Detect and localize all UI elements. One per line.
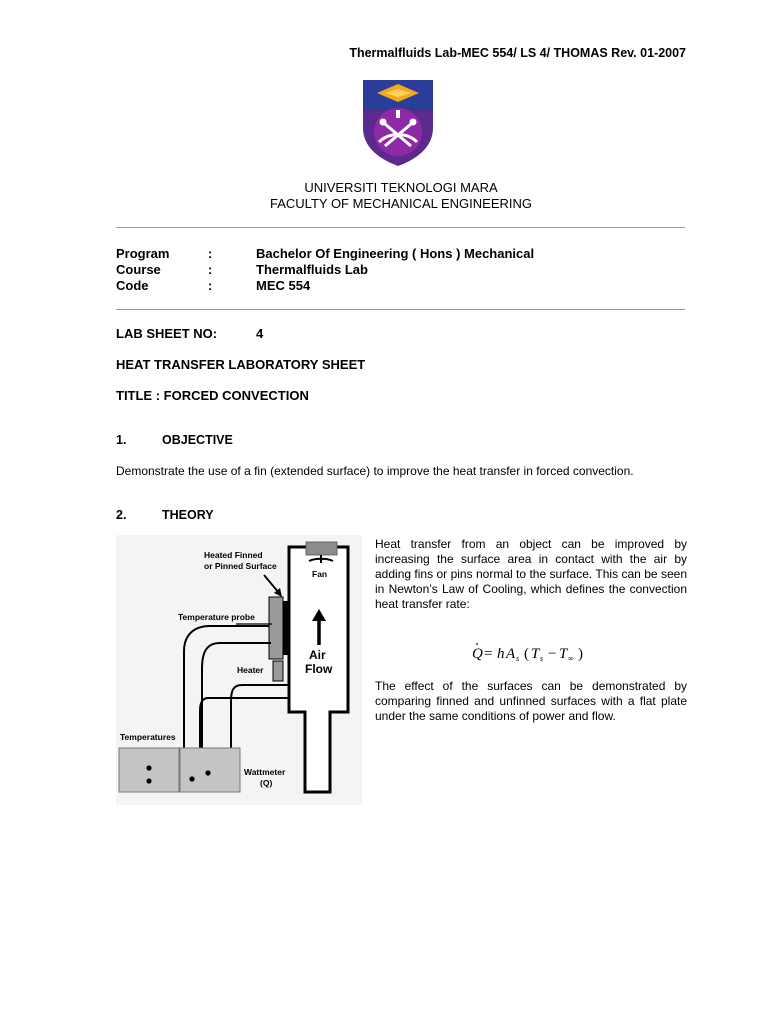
program-label: Program [116, 246, 170, 261]
theory-paragraph-2: The effect of the surfaces can be demonstrated by comparing finned and unfinned surfaces with a flat plate under the same conditions of power and flow. [375, 679, 687, 723]
fins [283, 601, 290, 655]
label-temperature-probe: Temperature probe [178, 612, 255, 622]
faculty-name: FACULTY OF MECHANICAL ENGINEERING [270, 196, 532, 211]
label-flow: Flow [305, 662, 333, 676]
course-label: Course [116, 262, 161, 277]
heater [273, 661, 283, 681]
label-temperatures: Temperatures [120, 732, 176, 742]
fan-motor [306, 542, 337, 555]
objective-text: Demonstrate the use of a fin (extended surface) to improve the heat transfer in forced convection. [116, 464, 634, 478]
label-heater: Heater [237, 665, 264, 675]
eq-equals: = [484, 646, 493, 662]
objective-number: 1. [116, 433, 127, 447]
eq-minus: − [548, 646, 557, 662]
course-value: Thermalfluids Lab [256, 262, 368, 277]
university-name: UNIVERSITI TEKNOLOGI MARA [304, 180, 498, 195]
code-label: Code [116, 278, 149, 293]
eq-t2: T [559, 646, 568, 662]
label-air: Air [309, 648, 326, 662]
objective-heading: OBJECTIVE [162, 433, 233, 447]
wattmeter-box [180, 748, 240, 792]
divider [116, 227, 685, 228]
eq-open: ( [524, 646, 529, 662]
university-logo [363, 80, 433, 166]
document-title: TITLE : FORCED CONVECTION [116, 388, 309, 403]
eq-a: A [506, 646, 516, 662]
label-heated-finned: Heated Finned [204, 550, 263, 560]
course-colon: : [208, 262, 213, 277]
label-fan: Fan [312, 569, 328, 579]
eq-t1-sub: s [540, 654, 544, 663]
divider [116, 309, 685, 310]
program-colon: : [208, 246, 213, 261]
theory-paragraph-1: Heat transfer from an object can be improved by increasing the surface area in contact with the air by adding fins or pins normal to the surface. This can be seen in Newton’s Law of Cooling, which defines the convection heat transfer rate: [375, 537, 687, 611]
eq-dot [476, 643, 478, 645]
eq-t1: T [531, 646, 540, 662]
sheet-title: HEAT TRANSFER LABORATORY SHEET [116, 357, 366, 372]
program-value: Bachelor Of Engineering ( Hons ) Mechanical [256, 246, 535, 261]
theory-heading: THEORY [162, 508, 214, 522]
lab-sheet-label: LAB SHEET NO: [116, 326, 218, 341]
label-wattmeter: Wattmeter [244, 767, 286, 777]
heated-surface [269, 597, 283, 659]
label-pinned-surface: or Pinned Surface [204, 561, 277, 571]
code-value: MEC 554 [256, 278, 311, 293]
code-colon: : [208, 278, 213, 293]
eq-q: Q [472, 646, 483, 662]
theory-number: 2. [116, 508, 127, 522]
newton-cooling-equation [470, 640, 600, 666]
lab-sheet-number: 4 [256, 326, 264, 341]
document-reference: Thermalfluids Lab-MEC 554/ LS 4/ THOMAS Rev. 01-2007 [349, 46, 686, 60]
label-q: (Q) [260, 778, 273, 788]
apparatus-diagram [116, 535, 362, 805]
eq-close: ) [578, 646, 583, 662]
eq-a-sub: s [516, 654, 520, 663]
eq-t2-sub: ∞ [568, 654, 574, 663]
eq-h: h [497, 646, 505, 662]
